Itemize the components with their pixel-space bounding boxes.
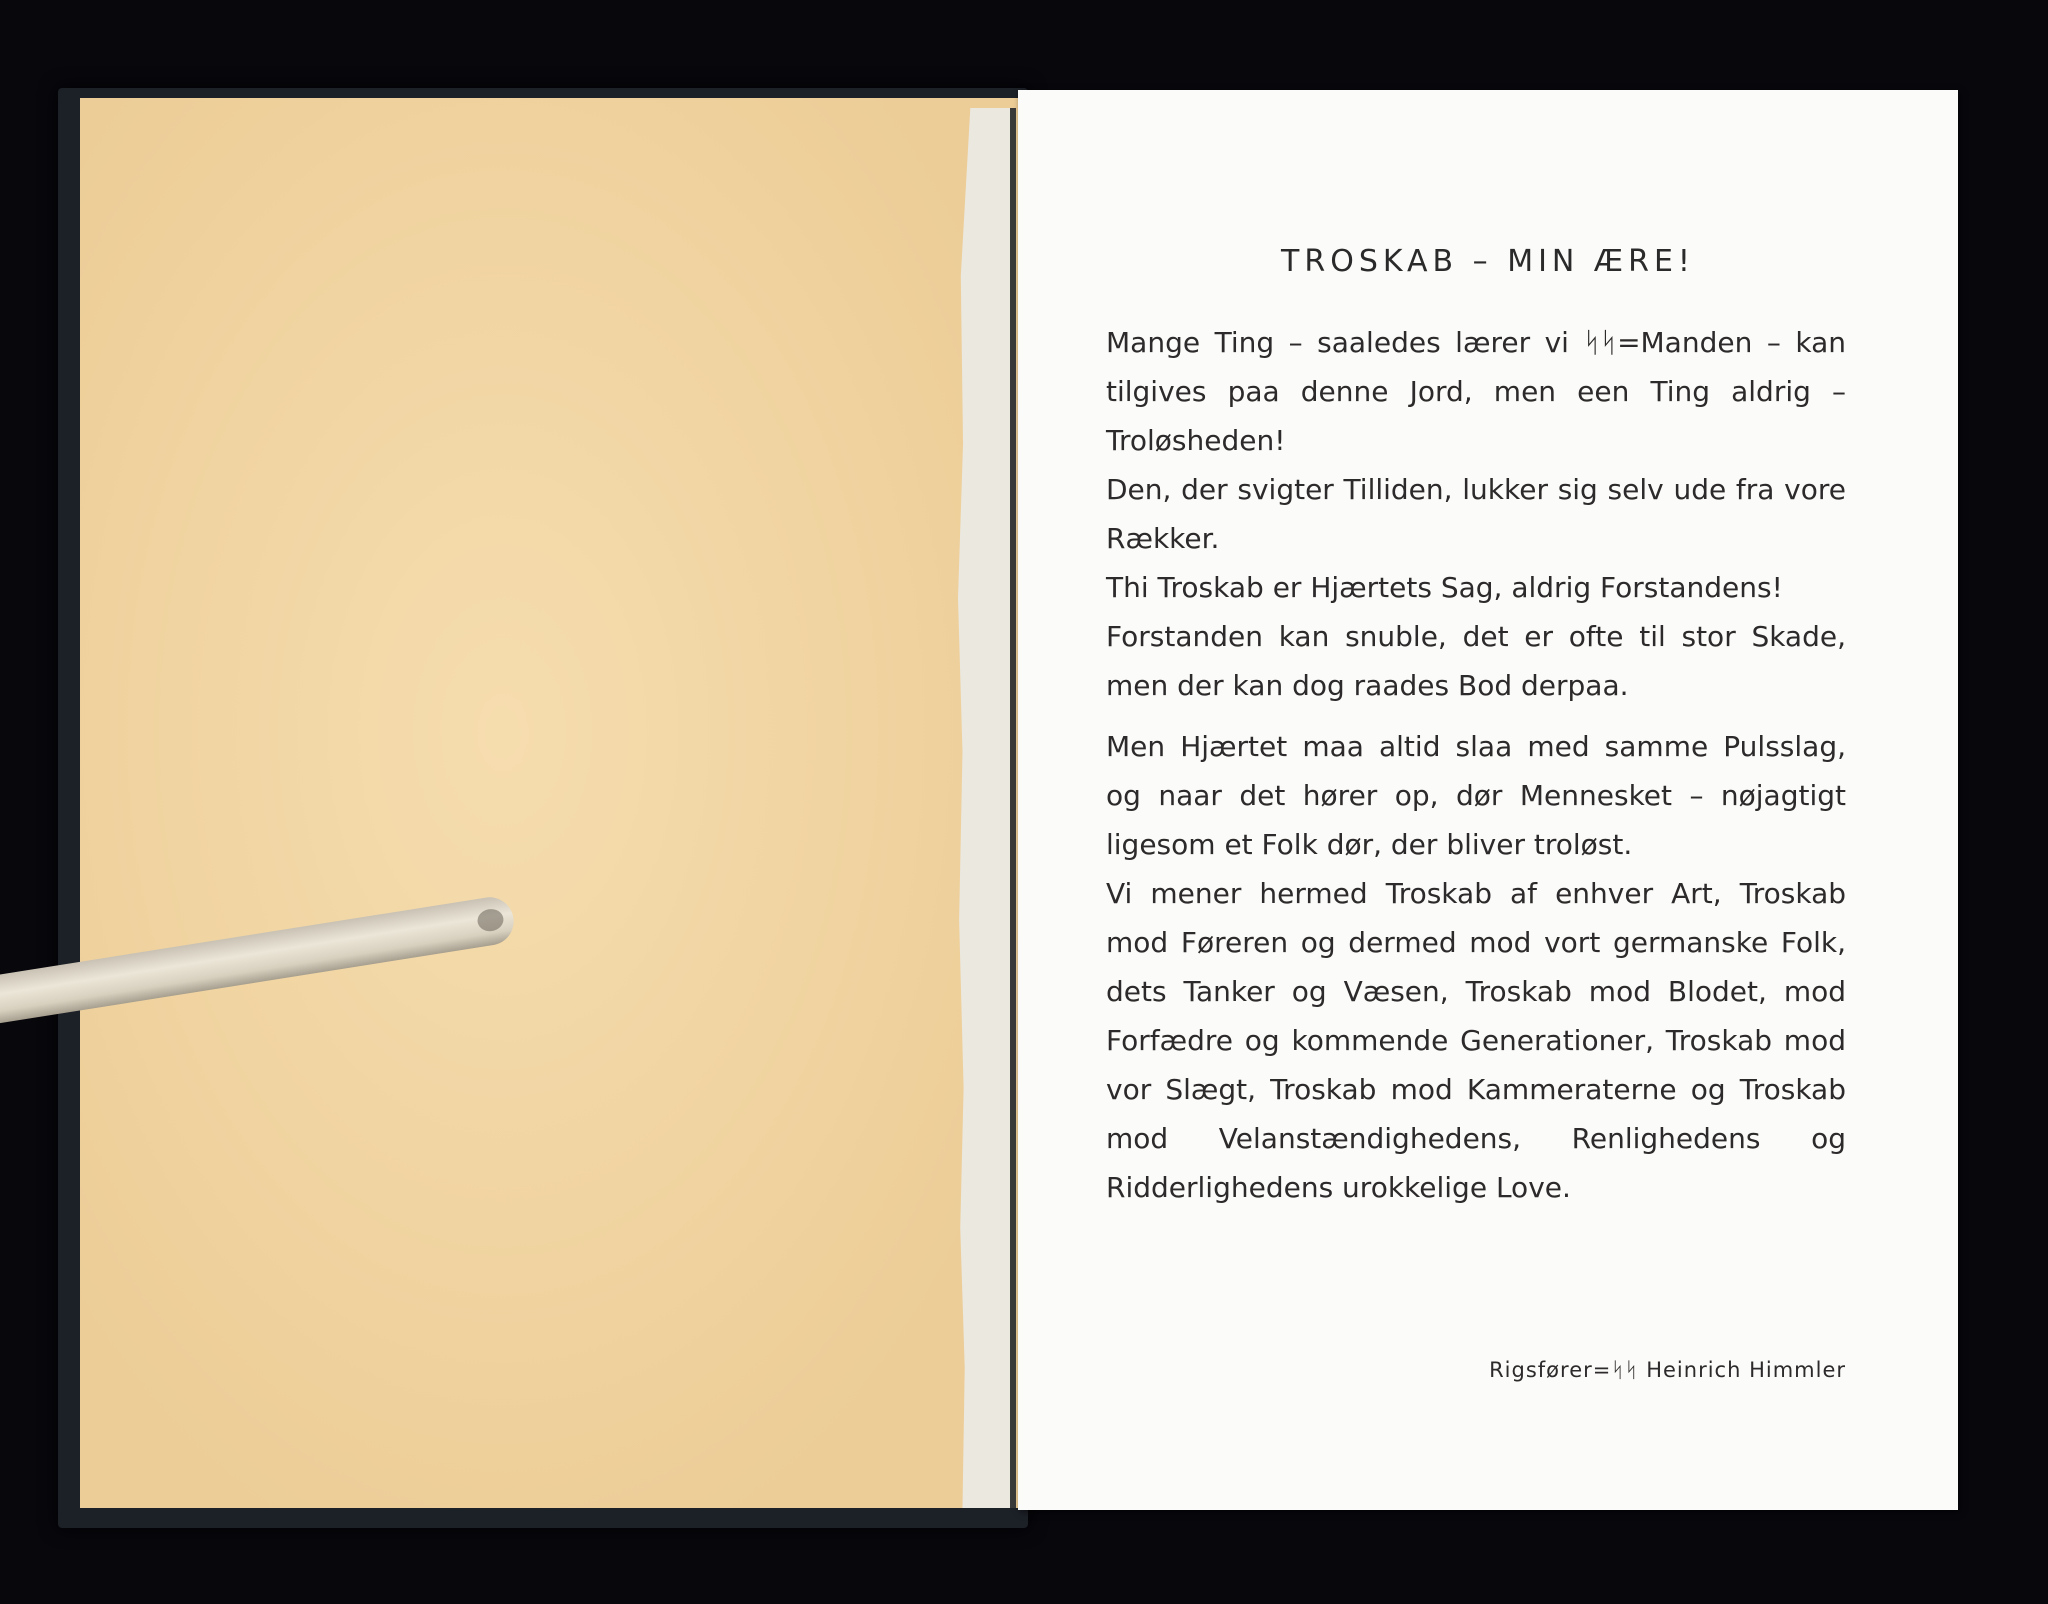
page-title: TROSKAB – MIN ÆRE! xyxy=(1281,244,1695,279)
paragraph-6: Vi mener hermed Troskab af enhver Art, Troskab mod Føreren og dermed mod vort germanske Folk, dets Tanker og Væsen, Troskab mod Blodet, mod Forfædre og kommende Generationer, Troskab mod vor Slægt, Troskab mod Kammeraterne og Troskab mod Velanstændighedens, Renlighedens og Ridderlighedens urokkelige Love. xyxy=(1106,877,1846,1204)
paragraph-5: Men Hjærtet maa altid slaa med samme Pulsslag, og naar det hører op, dør Mennesket – nøjagtigt ligesom et Folk dør, der bliver troløst. xyxy=(1106,730,1846,861)
body-text xyxy=(1106,318,1846,1212)
book-gutter xyxy=(1010,108,1016,1508)
pointer-tip xyxy=(476,907,505,933)
signature: Rigsfører=ᛋᛋ Heinrich Himmler xyxy=(1489,1358,1846,1382)
printed-page xyxy=(1018,90,1958,1510)
paragraph-3: Thi Troskab er Hjærtets Sag, aldrig Forstandens! xyxy=(1106,571,1783,604)
paragraph-1: Mange Ting – saaledes lærer vi ᛋᛋ=Manden – kan tilgives paa denne Jord, men een Ting aldrig – Troløsheden! xyxy=(1106,326,1846,457)
left-endpaper xyxy=(80,98,1020,1508)
paragraph-4: Forstanden kan snuble, det er ofte til stor Skade, men der kan dog raades Bod derpaa. xyxy=(1106,620,1846,702)
torn-paper-strip xyxy=(958,108,1014,1508)
paragraph-2: Den, der svigter Tilliden, lukker sig selv ude fra vore Rækker. xyxy=(1106,473,1846,555)
